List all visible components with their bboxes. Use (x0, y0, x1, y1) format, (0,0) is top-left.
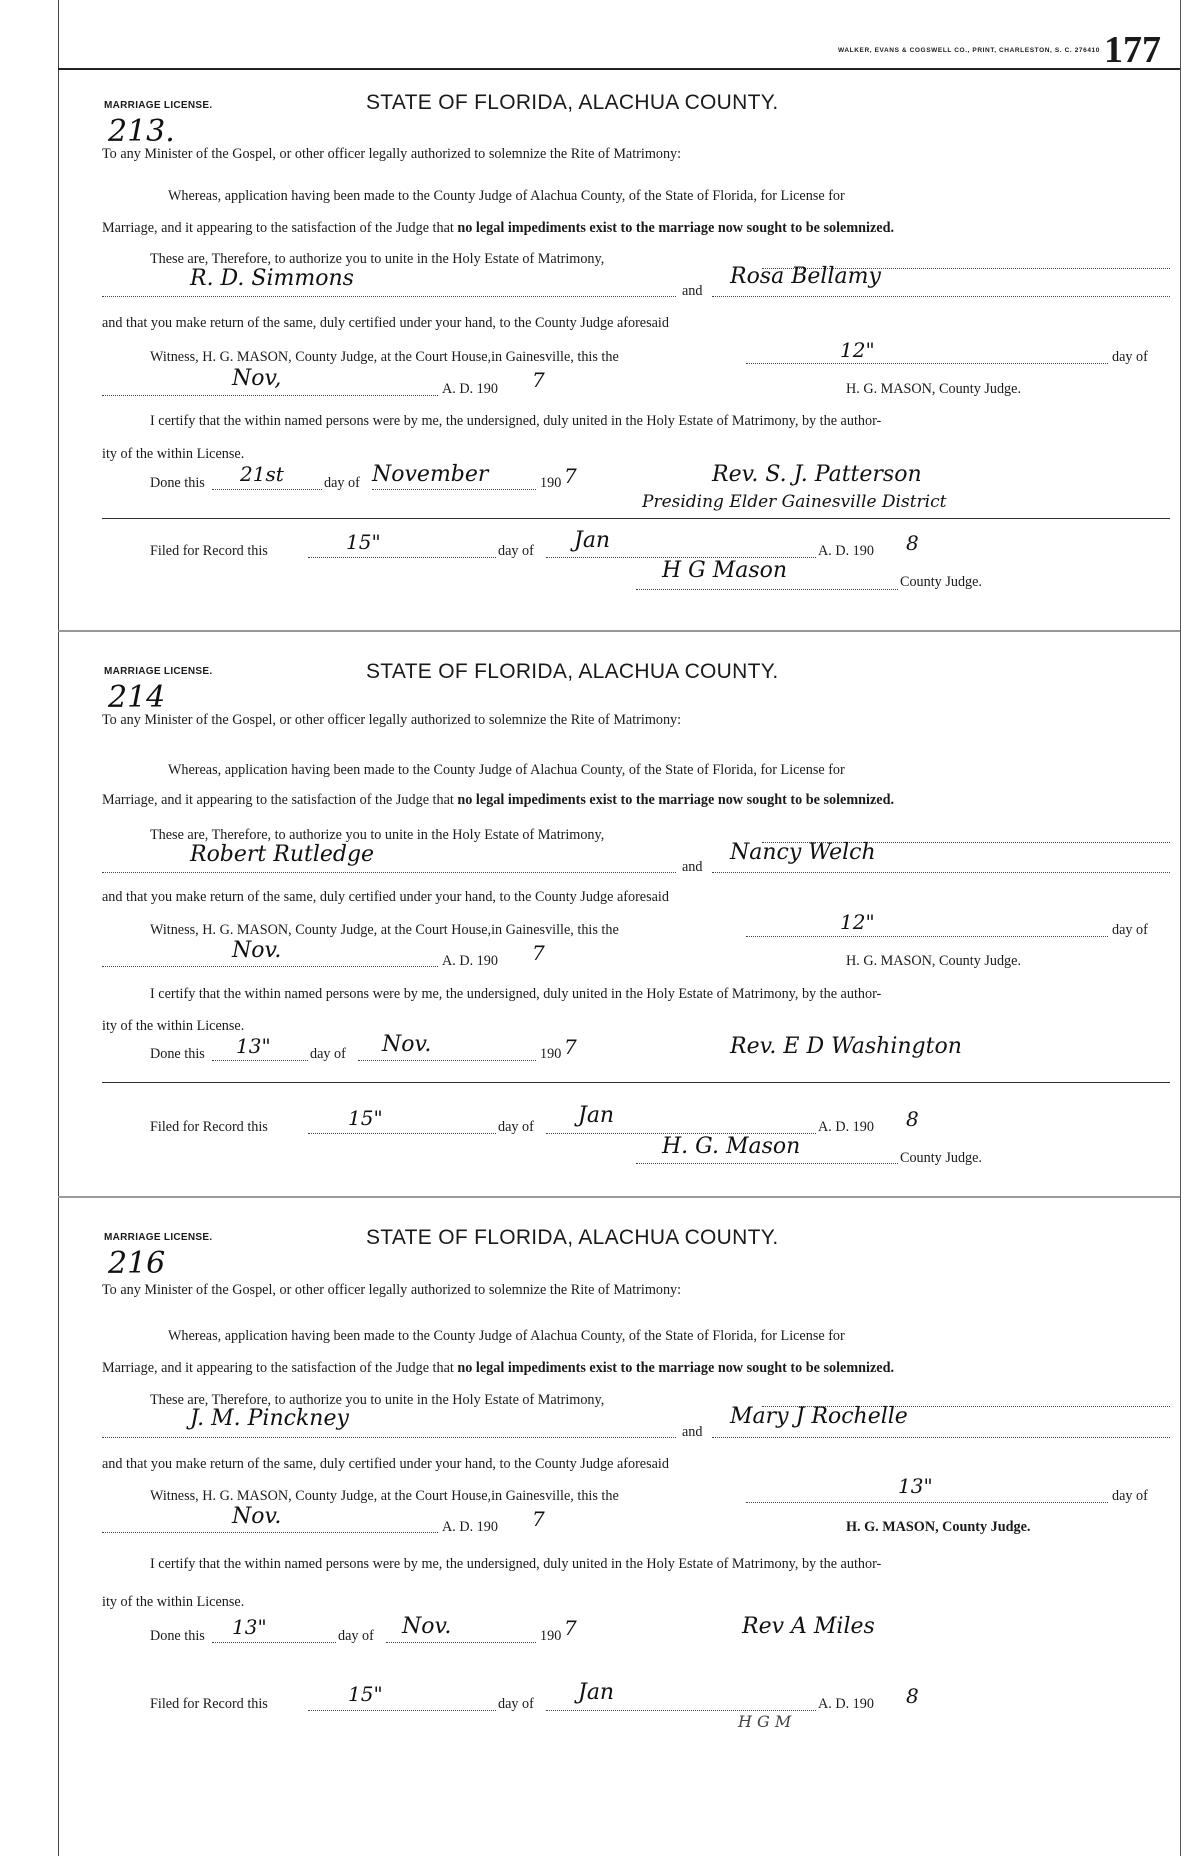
filed-label: Filed for Record this (150, 543, 268, 559)
bride-dotted (712, 1437, 1170, 1438)
day-of-label: day of (1112, 349, 1148, 365)
bride-dotted (712, 296, 1170, 297)
officiant-rule (102, 1082, 1170, 1083)
witness-day: 12" (840, 910, 875, 934)
filed-day-of-label: day of (498, 1119, 534, 1135)
bride-name: Mary J Rochelle (730, 1404, 908, 1429)
filed-ad-label: A. D. 190 (818, 543, 874, 559)
done-month: Nov. (382, 1032, 432, 1057)
certify-line-2: ity of the within License. (102, 1018, 245, 1034)
filed-month-dotted (546, 1710, 816, 1711)
license-separator-1 (58, 630, 1180, 632)
witness-month: Nov, (232, 366, 282, 391)
ad-label: A. D. 190 (442, 953, 498, 969)
groom-name: Robert Rutledge (190, 842, 375, 867)
judge-signature-line: H. G. MASON, County Judge. (846, 953, 1021, 969)
license-number: 216 (108, 1246, 166, 1281)
witness-month: Nov. (232, 1504, 282, 1529)
day-of-label: day of (1112, 922, 1148, 938)
license-number: 213. (108, 114, 175, 149)
filed-month: Jan (578, 1103, 615, 1128)
filed-day: 15" (346, 530, 381, 554)
bride-name: Rosa Bellamy (730, 264, 881, 289)
officiant-signature: Rev. E D Washington (730, 1034, 962, 1059)
filed-day-dotted (308, 557, 496, 558)
address-line: To any Minister of the Gospel, or other officer legally authorized to solemnize the Rite of Matrimony: (102, 712, 682, 728)
filed-label: Filed for Record this (150, 1119, 268, 1135)
witness-day-dotted (746, 363, 1108, 364)
filed-month: Jan (574, 528, 611, 553)
certify-line-2: ity of the within License. (102, 1594, 245, 1610)
done-month: Nov. (402, 1614, 452, 1639)
marriage-license-label: MARRIAGE LICENSE. (104, 666, 213, 677)
done-year: 7 (564, 464, 577, 488)
done-day: 13" (236, 1034, 271, 1058)
done-month-dotted (372, 489, 536, 490)
marriage-license-label: MARRIAGE LICENSE. (104, 100, 213, 111)
filed-year: 8 (906, 1684, 919, 1708)
filed-label: Filed for Record this (150, 1696, 268, 1712)
page-left-edge (58, 0, 59, 1856)
witness-day-dotted (746, 1502, 1108, 1503)
license-heading: STATE OF FLORIDA, ALACHUA COUNTY. (366, 1226, 779, 1249)
whereas-line: Whereas, application having been made to the County Judge of Alachua County, of the State of Florida, for License for (168, 762, 845, 778)
certify-line: I certify that the within named persons were by me, the undersigned, duly united in the Holy Estate of Matrimony, by the author- (150, 1556, 882, 1572)
groom-dotted (102, 296, 676, 297)
witness-month: Nov. (232, 938, 282, 963)
done-day-dotted (212, 1060, 308, 1061)
witness-day: 12" (840, 338, 875, 362)
authorize-line: These are, Therefore, to authorize you to unite in the Holy Estate of Matrimony, (150, 251, 605, 267)
done-day-dotted (212, 489, 322, 490)
filed-day: 15" (348, 1106, 383, 1130)
witness-line: Witness, H. G. MASON, County Judge, at the Court House,in Gainesville, this the (150, 922, 619, 938)
groom-dotted (102, 1437, 676, 1438)
filed-year: 8 (906, 531, 919, 555)
witness-month-dotted (102, 395, 438, 396)
whereas-line: Whereas, application having been made to the County Judge of Alachua County, of the State of Florida, for License for (168, 1328, 845, 1344)
done-label: Done this (150, 1628, 205, 1644)
county-judge-label: County Judge. (900, 1150, 982, 1166)
judge-signature: H G M (738, 1712, 792, 1731)
printer-imprint: WALKER, EVANS & COGSWELL CO., PRINT, CHARLESTON, S. C. 276410 (838, 47, 1100, 54)
license-heading: STATE OF FLORIDA, ALACHUA COUNTY. (366, 660, 779, 683)
and-label: and (682, 1424, 703, 1440)
certify-line: I certify that the within named persons were by me, the undersigned, duly united in the Holy Estate of Matrimony, by the author- (150, 986, 882, 1002)
groom-dotted (102, 872, 676, 873)
done-day: 13" (232, 1615, 267, 1639)
groom-name: J. M. Pinckney (190, 1406, 349, 1431)
witness-line: Witness, H. G. MASON, County Judge, at the Court House,in Gainesville, this the (150, 349, 619, 365)
license-214 (62, 636, 1178, 1196)
and-label: and (682, 283, 703, 299)
whereas-line-2: Marriage, and it appearing to the satisfaction of the Judge that no legal impediments exist to the marriage now sought to be solemnized. (102, 220, 895, 236)
done-month-dotted (386, 1642, 536, 1643)
witness-day: 13" (898, 1474, 933, 1498)
witness-line: Witness, H. G. MASON, County Judge, at the Court House,in Gainesville, this the (150, 1488, 619, 1504)
filed-day-dotted (308, 1133, 496, 1134)
day-of-label: day of (1112, 1488, 1148, 1504)
bride-name: Nancy Welch (730, 840, 876, 865)
judge-dotted (636, 1163, 898, 1164)
whereas-line: Whereas, application having been made to the County Judge of Alachua County, of the State of Florida, for License for (168, 188, 845, 204)
witness-year: 7 (532, 1507, 545, 1531)
page-number: 177 (1104, 29, 1161, 71)
done-day-dotted (212, 1642, 336, 1643)
filed-day-of-label: day of (498, 1696, 534, 1712)
done-month-dotted (358, 1060, 536, 1061)
authorize-line: These are, Therefore, to authorize you to unite in the Holy Estate of Matrimony, (150, 827, 605, 843)
judge-signature-line: H. G. MASON, County Judge. (846, 1519, 1031, 1535)
certify-line-2: ity of the within License. (102, 446, 245, 462)
done-day: 21st (240, 462, 284, 486)
filed-ad-label: A. D. 190 (818, 1696, 874, 1712)
witness-month-dotted (102, 966, 438, 967)
witness-year: 7 (532, 368, 545, 392)
done-month: November (372, 462, 489, 487)
filed-day-of-label: day of (498, 543, 534, 559)
done-label: Done this (150, 475, 205, 491)
bride-dotted (712, 872, 1170, 873)
done-year: 7 (564, 1616, 577, 1640)
done-label: Done this (150, 1046, 205, 1062)
return-line: and that you make return of the same, duly certified under your hand, to the County Judge aforesaid (102, 315, 669, 331)
filed-day: 15" (348, 1682, 383, 1706)
groom-name: R. D. Simmons (190, 266, 354, 291)
return-line: and that you make return of the same, duly certified under your hand, to the County Judge aforesaid (102, 1456, 669, 1472)
license-separator-2 (58, 1196, 1180, 1198)
done-day-of-label: day of (310, 1046, 346, 1062)
whereas-line-2: Marriage, and it appearing to the satisfaction of the Judge that no legal impediments exist to the marriage now sought to be solemnized. (102, 792, 895, 808)
judge-signature: H G Mason (662, 558, 788, 583)
officiant-rule (102, 518, 1170, 519)
and-label: and (682, 859, 703, 875)
done-day-of-label: day of (324, 475, 360, 491)
done-day-of-label: day of (338, 1628, 374, 1644)
done-year-label: 190 (540, 475, 562, 491)
filed-day-dotted (308, 1710, 496, 1711)
page-right-edge (1180, 0, 1181, 1856)
address-line: To any Minister of the Gospel, or other officer legally authorized to solemnize the Rite of Matrimony: (102, 1282, 682, 1298)
county-judge-label: County Judge. (900, 574, 982, 590)
officiant-signature: Rev A Miles (742, 1614, 875, 1639)
judge-dotted (636, 589, 898, 590)
ad-label: A. D. 190 (442, 381, 498, 397)
certify-line: I certify that the within named persons were by me, the undersigned, duly united in the Holy Estate of Matrimony, by the author- (150, 413, 882, 429)
ad-label: A. D. 190 (442, 1519, 498, 1535)
judge-signature: H. G. Mason (662, 1134, 801, 1159)
witness-month-dotted (102, 1532, 438, 1533)
license-number: 214 (108, 680, 166, 715)
officiant-signature: Rev. S. J. Patterson (712, 462, 922, 487)
license-216 (62, 1202, 1178, 1856)
marriage-license-label: MARRIAGE LICENSE. (104, 1232, 213, 1243)
whereas-line-2: Marriage, and it appearing to the satisfaction of the Judge that no legal impediments exist to the marriage now sought to be solemnized. (102, 1360, 895, 1376)
filed-month: Jan (578, 1680, 615, 1705)
filed-ad-label: A. D. 190 (818, 1119, 874, 1135)
filed-year: 8 (906, 1107, 919, 1131)
done-year: 7 (564, 1035, 577, 1059)
authorize-line: These are, Therefore, to authorize you to unite in the Holy Estate of Matrimony, (150, 1392, 605, 1408)
witness-day-dotted (746, 936, 1108, 937)
license-heading: STATE OF FLORIDA, ALACHUA COUNTY. (366, 91, 779, 114)
done-year-label: 190 (540, 1046, 562, 1062)
judge-signature-line: H. G. MASON, County Judge. (846, 381, 1021, 397)
return-line: and that you make return of the same, duly certified under your hand, to the County Judge aforesaid (102, 889, 669, 905)
witness-year: 7 (532, 941, 545, 965)
done-year-label: 190 (540, 1628, 562, 1644)
address-line: To any Minister of the Gospel, or other officer legally authorized to solemnize the Rite of Matrimony: (102, 146, 682, 162)
officiant-title: Presiding Elder Gainesville District (642, 492, 947, 512)
license-213 (62, 70, 1178, 630)
